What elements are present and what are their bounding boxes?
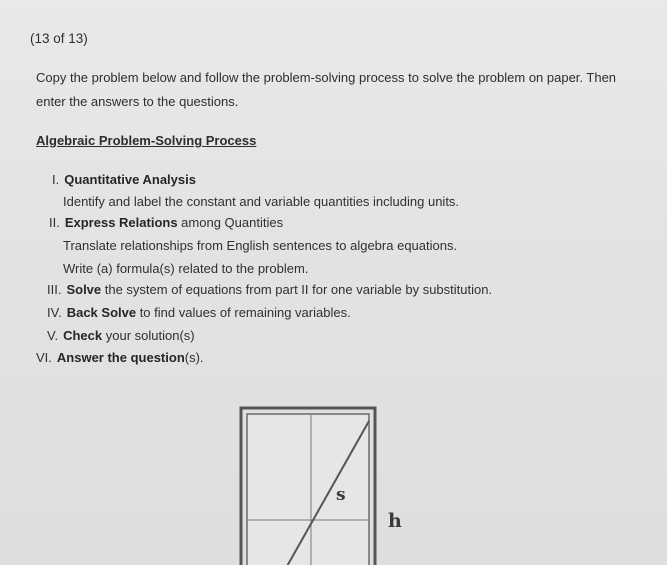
instructions (36, 66, 636, 114)
step-3-rest: the system of equations from part II for one variable by substitution. (101, 282, 493, 297)
step-6-rest: (s). (184, 350, 204, 365)
step-2-substep-a: Translate relationships from English sentences to algebra equations. (63, 238, 458, 253)
step-4-number: IV. (47, 305, 62, 320)
step-4-bold: Back Solve (66, 305, 137, 320)
step-2-substep-b: Write (a) formula(s) related to the problem. (63, 261, 309, 276)
label-s: s (336, 485, 346, 505)
step-6 (36, 350, 204, 365)
step-3-number: III. (47, 282, 62, 297)
step-1-bold: Quantitative Analysis (64, 172, 196, 187)
step-4 (47, 305, 351, 320)
label-h: h (388, 510, 402, 532)
step-1-substep: Identify and label the constant and variable quantities including units. (63, 194, 460, 209)
step-5 (47, 328, 195, 343)
step-5-number: V. (47, 328, 59, 343)
step-5-bold: Check (63, 328, 103, 343)
instructions-line-1: Copy the problem below and follow the problem-solving process to solve the problem on paper. Then (36, 70, 617, 85)
step-4-rest: to find values of remaining variables. (136, 305, 351, 320)
question-counter: (13 of 13) (30, 31, 88, 46)
step-3-bold: Solve (66, 282, 102, 297)
rectangle-diagram-svg (238, 405, 438, 565)
step-6-bold: Answer the question (56, 350, 185, 365)
step-2-rest: among Quantities (177, 215, 284, 230)
rectangle-diagram (238, 405, 438, 565)
step-5-rest: your solution(s) (102, 328, 195, 343)
step-2 (49, 215, 283, 230)
instructions-line-2: enter the answers to the questions. (36, 94, 239, 109)
step-1-number: I. (52, 172, 60, 187)
step-1 (52, 172, 196, 187)
step-2-bold: Express Relations (64, 215, 178, 230)
step-2-number: II. (49, 215, 60, 230)
step-6-number: VI. (36, 350, 52, 365)
process-title: Algebraic Problem-Solving Process (36, 133, 257, 148)
step-3 (47, 282, 492, 297)
rectangle-inner-border (247, 414, 369, 565)
